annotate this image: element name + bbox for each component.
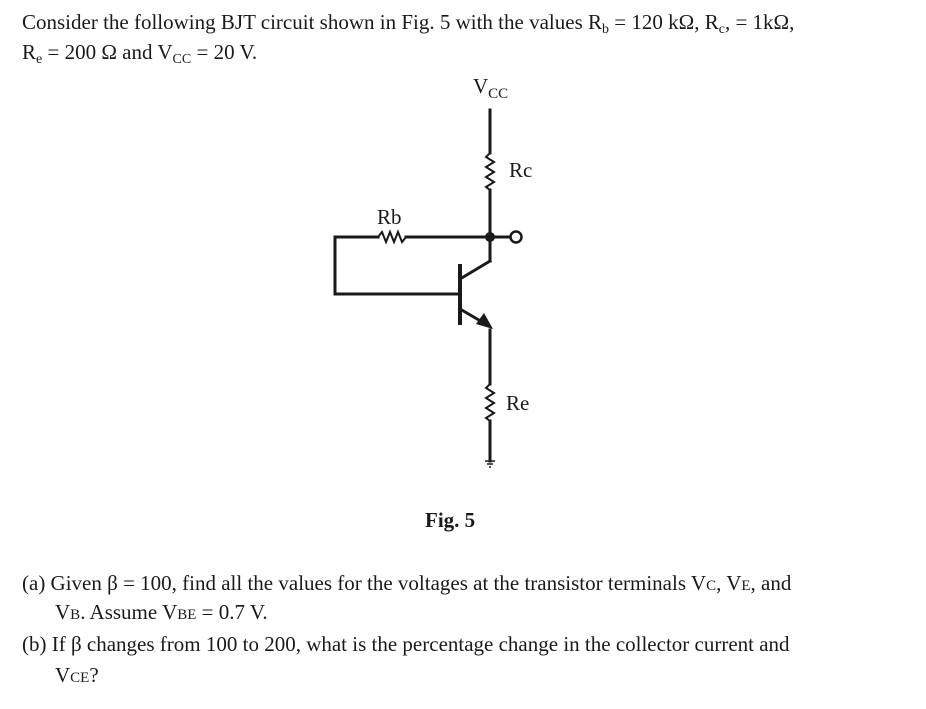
question-b-line-1: (b) If β changes from 100 to 200, what is the percentage change in the collector current and: [22, 632, 790, 656]
output-terminal: [511, 232, 522, 243]
question-a-text: , and: [750, 571, 792, 595]
vb-subscript: B: [70, 607, 81, 623]
re-resistor: [486, 384, 494, 421]
rb-label: Rb: [377, 205, 402, 229]
question-a-line-2: [55, 602, 268, 623]
question-a-text: = 0.7 V.: [196, 600, 268, 624]
vcc-label: $V_{CC}$: [473, 74, 509, 102]
question-a-text: (a) Given β = 100, find all the values for the voltages at the transistor terminals V: [22, 571, 707, 595]
intro-text: R: [22, 40, 37, 64]
intro-text: = 200 Ω and V: [42, 40, 173, 64]
rb-resistor: [378, 232, 406, 242]
rc-resistor: [486, 153, 494, 190]
question-a-text: V: [55, 600, 71, 624]
rc-subscript: c: [718, 22, 725, 37]
collector-junction-dot: [485, 232, 495, 242]
question-b-line-2: [55, 665, 99, 686]
rc-label: Rc: [509, 158, 533, 182]
ve-subscript: E: [741, 578, 751, 594]
rb-subscript: b: [602, 22, 609, 37]
vbe-subscript: BE: [177, 607, 197, 623]
question-b-text: V: [55, 663, 71, 687]
intro-text: Consider the following BJT circuit shown in Fig. 5 with the values R: [22, 10, 602, 34]
question-a-line-1: [22, 573, 791, 594]
intro-text: , = 1kΩ,: [724, 10, 795, 34]
vc-subscript: C: [706, 578, 717, 594]
re-subscript: e: [36, 52, 43, 67]
re-label: Re: [506, 391, 530, 415]
vcc-subscript: CC: [172, 52, 192, 67]
question-b-text: ?: [89, 663, 99, 687]
question-a-text: . Assume V: [80, 600, 178, 624]
emitter-arrow: [476, 313, 493, 329]
vce-subscript: CE: [70, 670, 90, 686]
figure-caption: Fig. 5: [425, 508, 476, 532]
intro-text: = 120 kΩ, R: [609, 10, 719, 34]
question-a-text: , V: [716, 571, 742, 595]
intro-text: = 20 V.: [191, 40, 258, 64]
transistor-collector-lead: [460, 261, 490, 279]
